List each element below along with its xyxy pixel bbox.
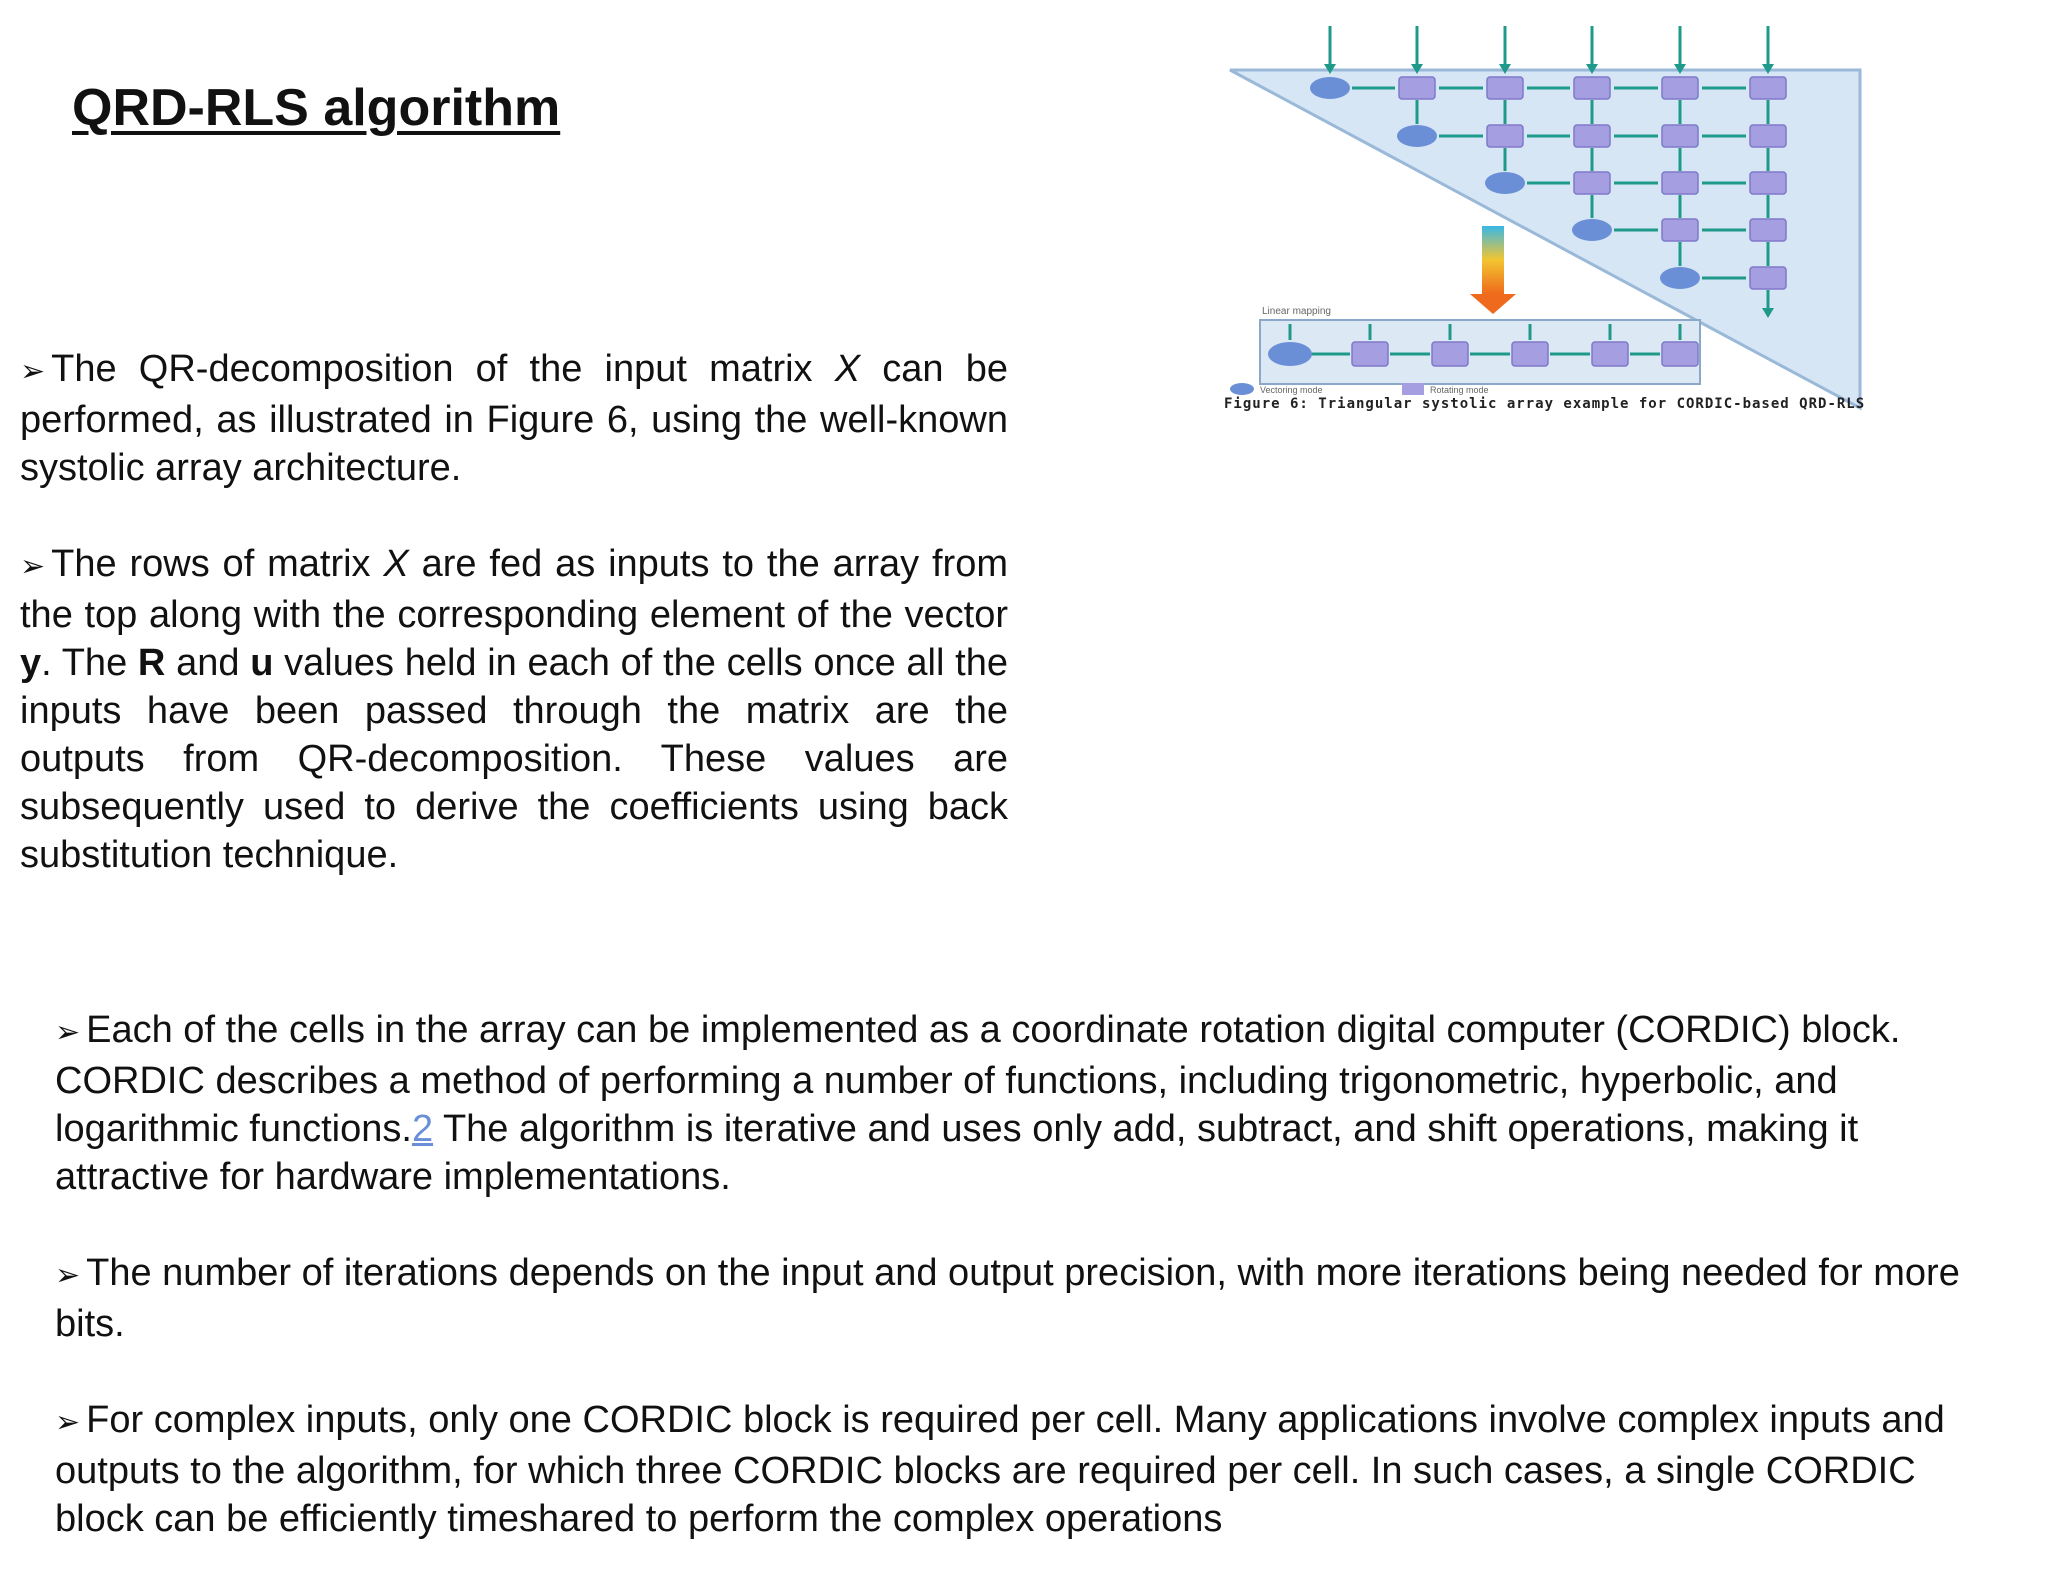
reference-link[interactable]: 2	[411, 1108, 434, 1150]
bullet-arrow-icon: ➢	[55, 1259, 81, 1292]
linear-mapping-label: Linear mapping	[1262, 306, 1331, 317]
linear-mapping-arrow-shaft	[1482, 226, 1504, 294]
rotating-cell	[1487, 125, 1523, 147]
systolic-array-figure	[1220, 8, 2048, 428]
linear-rotating-cell	[1512, 342, 1548, 366]
rotating-cell	[1487, 77, 1523, 99]
rotating-mode-label: Rotating mode	[1430, 385, 1489, 395]
rotating-cell	[1662, 125, 1698, 147]
figure-caption: Figure 6: Triangular systolic array example for CORDIC-based QRD-RLS	[1224, 396, 1866, 412]
rotating-cell	[1574, 77, 1610, 99]
bullet-arrow-icon: ➢	[20, 355, 46, 388]
vectoring-mode-label: Vectoring mode	[1260, 385, 1323, 395]
rotating-cell	[1662, 77, 1698, 99]
vectoring-cell	[1397, 125, 1437, 147]
vectoring-cell	[1310, 77, 1350, 99]
linear-rotating-cell	[1432, 342, 1468, 366]
vectoring-cell	[1572, 219, 1612, 241]
linear-vectoring-cell	[1268, 342, 1312, 366]
rotating-mode-legend-icon	[1402, 383, 1424, 395]
bottom-paragraph-3: ➢ For complex inputs, only one CORDIC block is required per cell. Many applications involve complex inputs and outputs to the algorithm, for which three CORDIC blocks are required per cell. In such cases, a single CORDIC block can be efficiently timeshared to perform the complex operations	[55, 1399, 1945, 1540]
rotating-cell	[1399, 77, 1435, 99]
rotating-cell	[1662, 172, 1698, 194]
rotating-cell	[1750, 172, 1786, 194]
left-paragraph-1: ➢ The QR-decomposition of the input matrix X can be performed, as illustrated in Figure 6, using the well-known systolic array architecture.	[20, 348, 1009, 489]
left-text-column	[20, 345, 1008, 927]
linear-rotating-cell	[1352, 342, 1388, 366]
linear-array-box	[1260, 320, 1700, 384]
vectoring-cell	[1485, 172, 1525, 194]
vectoring-mode-legend-icon	[1230, 383, 1254, 395]
bottom-paragraph-2: ➢ The number of iterations depends on the input and output precision, with more iterations being needed for more bits.	[55, 1252, 1960, 1345]
rotating-cell	[1750, 77, 1786, 99]
linear-rotating-cell	[1592, 342, 1628, 366]
page-title: QRD-RLS algorithm	[72, 79, 561, 137]
bottom-text-column	[55, 1006, 1995, 1591]
bullet-arrow-icon: ➢	[20, 550, 46, 583]
rotating-cell	[1574, 172, 1610, 194]
bottom-paragraph-1: ➢ Each of the cells in the array can be implemented as a coordinate rotation digital computer (CORDIC) block. CORDIC describes a method of performing a number of functions, including trigonometric, hyperbolic, and logarithmic functions.2 The algorithm is iterative and uses only add, subtract, and shift operations, making it attractive for hardware implementations.	[55, 1009, 1901, 1198]
rotating-cell	[1750, 125, 1786, 147]
rotating-cell	[1574, 125, 1610, 147]
rotating-cell	[1750, 219, 1786, 241]
left-paragraph-2: ➢ The rows of matrix X are fed as inputs to the array from the top along with the corresponding element of the vector y. The R and u values held in each of the cells once all the inputs have been passed through the matrix are the outputs from QR-decomposition. These values are subsequently used to derive the coefficients using back substitution technique.	[20, 543, 1009, 876]
bullet-arrow-icon: ➢	[55, 1016, 81, 1049]
rotating-cell	[1662, 219, 1698, 241]
bullet-arrow-icon: ➢	[55, 1406, 81, 1439]
vectoring-cell	[1660, 267, 1700, 289]
rotating-cell	[1750, 267, 1786, 289]
linear-mapping-arrow-head	[1470, 294, 1516, 314]
linear-rotating-cell	[1662, 342, 1698, 366]
